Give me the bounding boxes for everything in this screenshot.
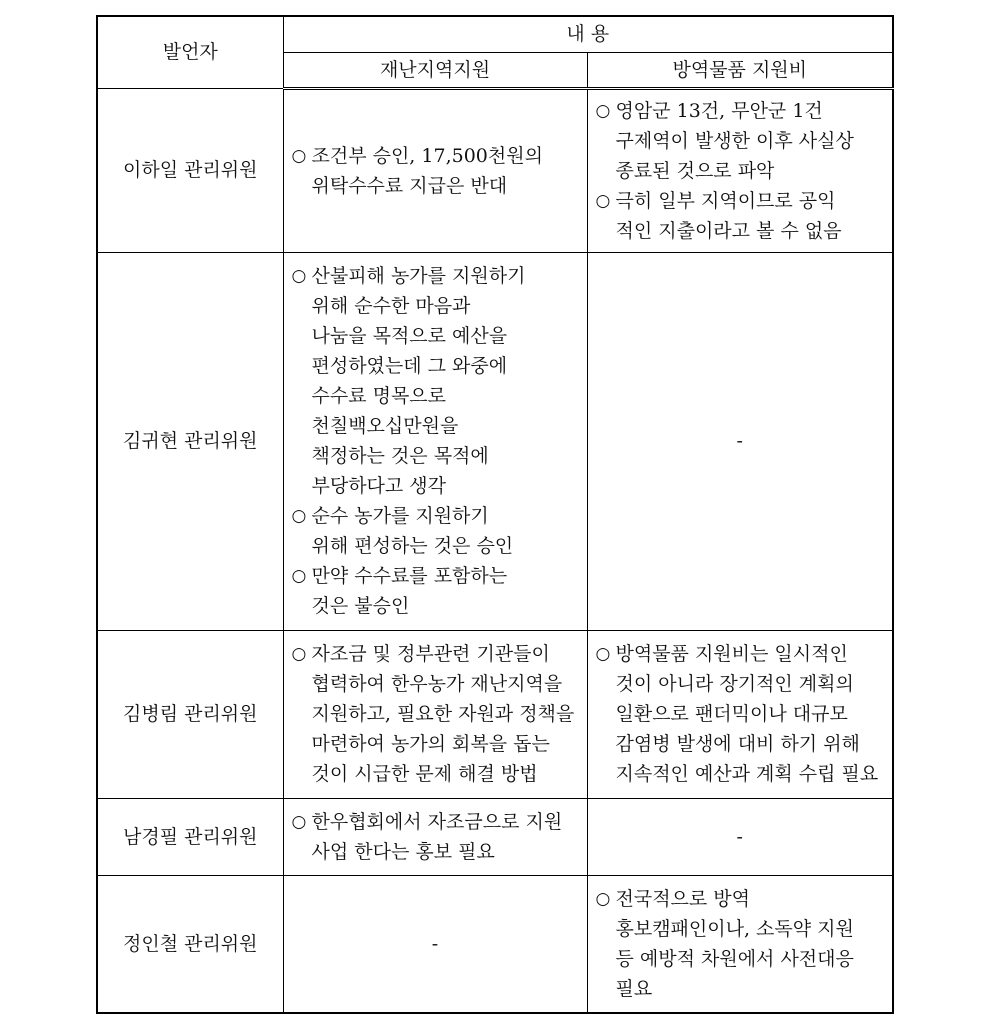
text-line: 일환으로 팬더믹이나 대규모 [615, 703, 848, 725]
text-line: 적인 지출이라고 볼 수 없음 [615, 219, 842, 242]
text-line: 지속적인 예산과 계획 수립 필요 [615, 763, 879, 785]
bullet-item [292, 141, 581, 201]
circle-bullet-icon: ○ [291, 506, 307, 526]
text-line: 것이 시급한 문제 해결 방법 [311, 763, 538, 785]
text-line: 위해 편성하는 것은 승인 [311, 535, 514, 557]
text-line: 홍보캠패인이나, 소독약 지원 [615, 917, 854, 940]
text-line: 나눔을 목적으로 예산을 [311, 325, 508, 347]
bullet-item [596, 96, 887, 186]
text-line: 지원하고, 필요한 자원과 정책을 [311, 703, 575, 725]
text-line: 사업 한다는 홍보 필요 [311, 840, 495, 863]
text-line: 방역물품 지원비는 일시적인 [615, 643, 848, 665]
text-line: 마련하여 농가의 회복을 돕는 [311, 733, 550, 755]
text-line: 조건부 승인, 17,500천원의 [311, 144, 543, 167]
col2-cell [587, 88, 893, 252]
header-col1: 재난지역지원 [283, 52, 587, 88]
circle-bullet-icon: ○ [291, 566, 307, 586]
text-line: 극히 일부 지역이므로 공익 [615, 189, 836, 212]
bullet-item [596, 884, 887, 1004]
bullet-item [292, 501, 581, 561]
speaker-cell: 이하일 관리위원 [97, 88, 283, 252]
bullet-item [596, 186, 887, 246]
bullet-item [292, 261, 581, 501]
header-speaker: 발언자 [97, 16, 283, 88]
text-line: 필요 [615, 977, 653, 1000]
text-line: 편성하였는데 그 와중에 [311, 355, 508, 377]
text-line: 만약 수수료를 포함하는 [311, 565, 508, 587]
text-line: 협력하여 한우농가 재난지역을 [311, 673, 563, 695]
text-line: 산불피해 농가를 지원하기 [311, 265, 526, 287]
speaker-cell: 정인철 관리위원 [97, 875, 283, 1013]
text-line: 책정하는 것은 목적에 [311, 445, 489, 467]
text-line: 천칠백오십만원을 [311, 415, 459, 437]
minutes-table [96, 15, 894, 1014]
text-line: 위탁수수료 지급은 반대 [311, 174, 508, 197]
col2-cell [587, 630, 893, 798]
text-line: 수수료 명목으로 [311, 385, 447, 407]
col2-cell [587, 875, 893, 1013]
empty-cell-dash: - [283, 875, 587, 1013]
table-row [97, 630, 893, 798]
text-line: 것이 아니라 장기적인 계획의 [615, 673, 854, 695]
circle-bullet-icon: ○ [291, 266, 307, 286]
circle-bullet-icon: ○ [595, 190, 611, 211]
col1-cell [283, 252, 587, 630]
text-line: 부당하다고 생각 [311, 475, 447, 497]
circle-bullet-icon: ○ [595, 100, 611, 121]
table-row [97, 252, 893, 630]
col1-cell [283, 798, 587, 875]
circle-bullet-icon: ○ [291, 811, 307, 832]
col1-cell [283, 88, 587, 252]
text-line: 것은 불승인 [311, 595, 410, 617]
table-row [97, 798, 893, 875]
header-content: 내 용 [283, 16, 893, 52]
circle-bullet-icon: ○ [595, 888, 611, 909]
col1-cell [283, 630, 587, 798]
table-row [97, 88, 893, 252]
text-line: 영암군 13건, 무안군 1건 [615, 99, 823, 122]
bullet-item [596, 639, 887, 789]
text-line: 자조금 및 정부관련 기관들이 [311, 643, 550, 665]
bullet-item [292, 561, 581, 621]
bullet-item [292, 639, 581, 789]
empty-cell-dash: - [587, 252, 893, 630]
empty-cell-dash: - [587, 798, 893, 875]
circle-bullet-icon: ○ [291, 145, 307, 166]
text-line: 감염병 발생에 대비 하기 위해 [615, 733, 860, 755]
header-col2: 방역물품 지원비 [587, 52, 893, 88]
text-line: 순수 농가를 지원하기 [311, 505, 489, 527]
speaker-cell: 김귀현 관리위원 [97, 252, 283, 630]
bullet-item [292, 807, 581, 867]
text-line: 구제역이 발생한 이후 사실상 [615, 129, 854, 152]
table-row [97, 875, 893, 1013]
circle-bullet-icon: ○ [291, 644, 307, 664]
speaker-cell: 남경필 관리위원 [97, 798, 283, 875]
speaker-cell: 김병림 관리위원 [97, 630, 283, 798]
circle-bullet-icon: ○ [595, 644, 611, 664]
text-line: 종료된 것으로 파악 [615, 159, 775, 182]
text-line: 전국적으로 방역 [615, 887, 751, 910]
text-line: 한우협회에서 자조금으로 지원 [311, 810, 563, 833]
text-line: 위해 순수한 마음과 [311, 295, 471, 317]
text-line: 등 예방적 차원에서 사전대응 [615, 947, 854, 970]
